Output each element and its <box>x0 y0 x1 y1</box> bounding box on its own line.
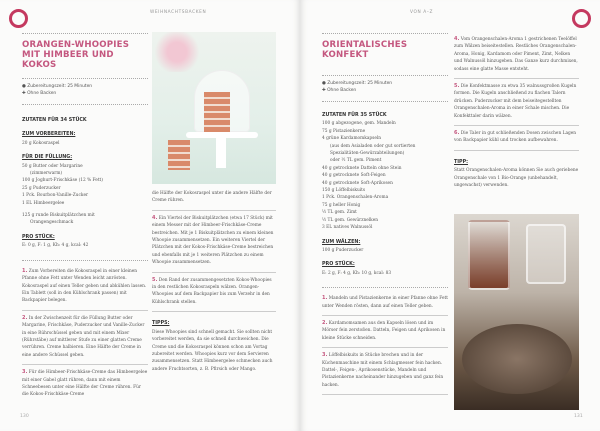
ingredient: 3 EL natives Walnussöl <box>322 225 373 231</box>
whoopies-photo <box>152 32 276 184</box>
ingredient-list <box>322 120 448 231</box>
tip-text: Statt Orangenschalen-Aroma können Sie auch geriebene Orangenschale von 1 Bio-Orange (unbehandelt, ungewachst) verwenden. <box>454 168 579 189</box>
ingredient: 100 g Joghurt-Frischkäse (12 % Fett) <box>22 178 103 184</box>
ingredient: 75 g Pistazienkerne <box>322 128 366 134</box>
per-piece-heading: PRO STÜCK: <box>322 262 355 268</box>
no-bake: Ohne Backen <box>327 87 357 93</box>
ingredient: 100 g abgezogene, gem. Mandeln <box>322 121 396 127</box>
ingredient: 40 g getrocknete Datteln ohne Stein <box>322 165 402 171</box>
prep-time: Zubereitungszeit: 25 Minuten <box>27 84 93 89</box>
nutrition: E: 0 g, F: 1 g, Kh: 4 g, kcal: 42 <box>22 243 89 249</box>
ingredient: 125 g runde Biskuitplätzchen mit <box>22 213 95 219</box>
ingredient: 150 g Löffelbiskuits <box>322 188 366 194</box>
ingredient: 4 grüne Kardamomkapseln <box>322 136 382 142</box>
page-number: 131 <box>574 414 583 419</box>
ingredient: 25 g Puderzucker <box>22 185 61 191</box>
recipe-meta: ● Zubereitungszeit: 25 Minuten ✚ Ohne Backen <box>322 81 393 93</box>
recipe-column <box>22 30 148 404</box>
ingredient: 50 g Butter oder Margarine <box>22 163 83 169</box>
step: 5. Die Konfektmasse zu etwa 35 walnussgroßen Kugeln formen. Die Kugeln anschließend zu flachen Talern drücken. Puderzucker mit dem beiseitegestellten Orangenschalen-Aroma in einer Schale mischen. Die Konfekttaler darin wälzen. <box>454 79 579 126</box>
ingredient: ½ TL gem. Gewürznelken <box>322 217 379 223</box>
recipe-column <box>322 30 448 395</box>
per-piece-heading: PRO STÜCK: <box>22 234 55 240</box>
prep-time: Zubereitungszeit: 25 Minuten <box>327 81 393 86</box>
ingredient: 40 g getrocknete Soft-Aprikosen <box>322 180 393 186</box>
ingredient: 1 EL Himbeergelee <box>22 200 65 206</box>
tip-heading: TIPP: <box>454 159 469 165</box>
step: 1. Zum Vorbereiten die Kokosraspel in einer kleinen Pfanne ohne Fett unter Wenden leicht anrösten. Kokosraspel auf einen Teller geben und abkühlen lassen. Ein Tablett (soll in den Kühlschrank passen) mit Backpapier belegen. <box>22 264 148 311</box>
step: 4. Vom Orangenschalen-Aroma 1 gestrichenen Teelöffel zum Wälzen beiseitestellen. Restliches Orangenschalen-Aroma, Honig, Kardamom oder Piment, Zimt, Nelken und Walnussöl hinzugeben. Das Ganze kurz durchmixen, sodass eine glatte Masse entsteht. <box>454 32 579 79</box>
recipe-title: ORIENTALISCHES KONFEKT <box>322 40 408 60</box>
step: 3. Für die Himbeer-Frischkäse-Creme das Himbeergelee mit einer Gabel glatt rühren, dann mit einem Schneebesen unter eine Hälfte der Creme rühren. Für die Kokos-Frischkäse-Creme <box>22 369 148 398</box>
ingredient: (aus dem Asialaden oder gut sortierten <box>330 143 416 149</box>
ingredient: ½ TL gem. Zimt <box>322 210 357 216</box>
running-head: WEIHNACHTSBACKEN <box>150 10 207 15</box>
recipe-column-2 <box>152 190 276 373</box>
ingredient: 40 g getrocknete Soft-Feigen <box>322 173 386 179</box>
ingredient: 1 Pck. Orangenschalen-Aroma <box>322 195 389 201</box>
tips-heading: TIPPS: <box>152 321 170 327</box>
step: 3. Löffelbiskuits in Stücke brechen und in der Küchenmaschine mit einem Schlagmesser fein hacken. Dattel-, Feigen-, Aprikosenstücke, Mandeln und Pistazienkerne nacheinander hinzugeben und ganz fein hacken. <box>322 348 448 395</box>
ingredient: Orangengeschmack <box>30 220 74 226</box>
ingredient: 75 g heller Honig <box>322 202 361 208</box>
tips-text: Diese Whoopies sind schnell gemacht. Sie sollten nicht vorbereitet werden, da sie schnell durchweichen. Die Creme und die Kokosraspel können schon am Vortag zubereitet werden. Whoopies kurz vor dem Servieren zusammensetzen. Statt Himbeergelee schmecken auch andere Fruchtsorten, z. B. Pfirsich oder Mango. <box>152 329 273 372</box>
ingredient: (zimmerwarm) <box>30 171 63 177</box>
ingredient: 100 g Puderzucker <box>322 247 364 253</box>
step: 2. In der Zwischenzeit für die Füllung Butter oder Margarine, Frischkäse, Puderzucker und Vanille-Zucker in eine Rührschüssel geben und mit einem Mixer (Rührstäbe) auf mittlerer Stufe zu einer glatten Creme verrühren. Creme halbieren. Eine Hälfte der Creme in eine andere Schüssel geben. <box>22 311 148 365</box>
page-number: 130 <box>20 414 29 419</box>
ring-logo-icon <box>9 9 28 28</box>
recipe-meta: ● Zubereitungszeit: 25 Minuten ✚ Ohne Backen <box>22 84 93 96</box>
roll-heading: ZUM WÄLZEN: <box>322 239 361 245</box>
ingredient: Spezialitäten-Gewürzabteilungen) <box>330 151 405 157</box>
no-bake: Ohne Backen <box>27 90 57 96</box>
step: 2. Kardamomsamen aus den Kapseln lösen und im Mörser fein zerstoßen. Datteln, Feigen und Aprikosen in kleine Stücke schneiden. <box>322 316 448 348</box>
step: 1. Mandeln und Pistazienkerne in einer Pfanne ohne Fett unter Wenden rösten, dann auf einen Teller geben. <box>322 291 448 316</box>
ingredient: 20 g Kokosraspel <box>22 140 60 146</box>
right-page <box>300 0 600 431</box>
recipe-title: ORANGEN-WHOOPIES MIT HIMBEER UND KOKOS <box>22 40 130 70</box>
ring-logo-icon <box>572 9 591 28</box>
ingredient: oder ½ TL gem. Piment <box>330 158 382 164</box>
yield-heading: ZUTATEN FÜR 35 STÜCK <box>322 113 387 118</box>
nutrition: E: 2 g, F: 4 g, Kh: 10 g, kcal: 83 <box>322 270 392 276</box>
step: 5. Den Rand der zusammengesetzten Kokos-Whoopies in den restlichen Kokosraspeln wälzen. Orangen-Whoopies auf dem Backpapier bis zum Verzehr in den Kühlschrank stellen. <box>152 273 276 313</box>
ingredient: 1 Pck. Bourbon-Vanille-Zucker <box>22 193 89 199</box>
step: 6. Die Taler in gut schließenden Dosen zwischen Lagen von Backpapier kühl und trocken aufbewahren. <box>454 126 579 151</box>
running-head: VON A–Z <box>410 10 434 15</box>
step-continuation: die Hälfte der Kokosraspel unter die andere Hälfte der Creme rühren. <box>152 190 276 211</box>
recipe-column-2 <box>454 32 579 190</box>
yield-heading: ZUTATEN FÜR 34 STÜCK <box>22 118 87 123</box>
section-heading: FÜR DIE FÜLLUNG: <box>22 155 73 161</box>
konfekt-photo <box>454 214 579 410</box>
section-heading: ZUM VORBEREITEN: <box>22 132 76 138</box>
step: 4. Ein Viertel der Biskuitplätzchen (etwa 17 Stück) mit einem Messer mit der Himbeer-Frischkäse-Creme bestreichen. Mit je 1 Biskuitplätzchen zu einem kleinen Whoopie zusammensetzen. Ein weiteren Viertel der Plätzchen mit der Kokos-Frischkäse-Creme bestreichen und ebenfalls mit je 1 weiteren Plätzchen zu einem Whoopie zusammensetzen. <box>152 211 276 273</box>
